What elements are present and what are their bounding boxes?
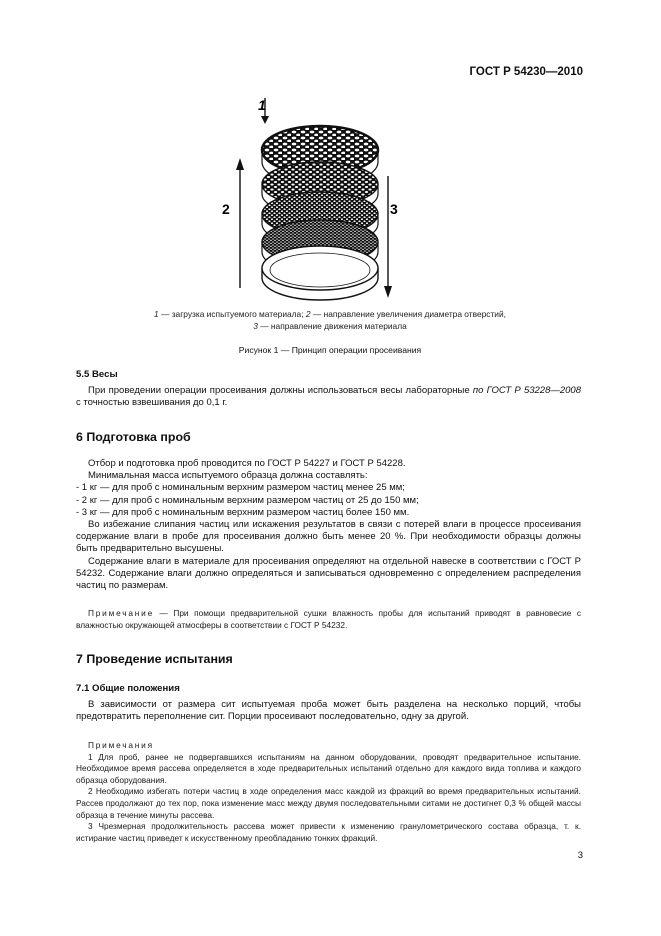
- legend-text: — направление движения материала: [257, 321, 407, 331]
- material-flow-arrow: [384, 176, 392, 298]
- section-7-heading: 7 Проведение испытания: [76, 652, 233, 666]
- section-6-note: [76, 608, 581, 631]
- section-6-heading: 6 Подготовка проб: [76, 430, 191, 444]
- list-item: - 1 кг — для проб с номинальным верхним размером частиц менее 25 мм;: [76, 482, 405, 494]
- figure-legend-line-2: [70, 320, 590, 332]
- page-number: 3: [577, 850, 583, 861]
- arrow-label-2: 2: [222, 201, 230, 217]
- figure-caption: Рисунок 1 — Принцип операции просеивания: [238, 345, 422, 355]
- note-text: — При помощи предварительной сушки влажность пробы для испытаний приводят в равновесие с влажностью окружающей атмосферы в соответствии с ГОСТ Р 54232.: [76, 608, 581, 630]
- legend-number: 1: [154, 309, 159, 319]
- arrow-label-3: 3: [390, 201, 398, 217]
- text: При проведении операции просеивания должны использоваться весы лабораторные: [88, 385, 473, 396]
- section-5-5-paragraph: [76, 385, 581, 409]
- diameter-increase-arrow: [236, 158, 244, 288]
- section-5-5-heading: 5.5 Весы: [76, 369, 118, 380]
- section-7-1-notes: [76, 740, 581, 844]
- note-label: Примечание: [88, 608, 155, 618]
- paragraph: Во избежание слипания частиц или искажения результатов в связи с потерей влаги в процессе просеивания содержание влаги в пробе для просеивания должно быть менее 20 %. При необходимости образцы должны быть предварительно высушены.: [76, 519, 581, 555]
- text: с точностью взвешивания до 0,1 г.: [76, 397, 228, 409]
- paragraph: Отбор и подготовка проб проводится по ГОСТ Р 54227 и ГОСТ Р 54228.: [88, 458, 406, 469]
- note-1: 1 Для проб, ранее не подвергавшихся испытаниям на данном оборудовании, проводят предварительное испытание. Необходимое время рассева определяется в ходе предварительных испытаний отдельно для каждого вида топлива и каждого образца оборудования.: [76, 751, 581, 785]
- section-7-1-paragraph: [76, 699, 581, 723]
- sieve-pan: [262, 246, 378, 300]
- note-2: 2 Необходимо избегать потери частиц в ходе определения масс каждой из фракций во время предварительных испытаний. Рассев продолжают до тех пор, пока изменение масс между двумя последовательными ситами не достигнет 0,3 % общей массы образца в течение минуты рассева.: [76, 786, 581, 820]
- legend-text: — направление увеличения диаметра отверстий,: [310, 309, 506, 319]
- paragraph: Минимальная масса испытуемого образца должна составлять:: [88, 470, 368, 482]
- legend-number: 2: [305, 309, 311, 319]
- legend-text: — загрузка испытуемого материала;: [158, 309, 306, 319]
- arrow-label-1: 1: [258, 97, 266, 113]
- legend-number: 3: [253, 321, 258, 331]
- sieve-stack-figure: [222, 88, 418, 308]
- notes-label: Примечания: [88, 740, 154, 750]
- section-6-list: [76, 458, 581, 592]
- list-item: - 3 кг — для проб с номинальным верхним размером частиц более 150 мм.: [76, 506, 410, 518]
- figure-legend-line-1: [70, 308, 590, 320]
- list-item: - 2 кг — для проб с номинальным верхним размером частиц от 25 до 150 мм;: [76, 494, 419, 506]
- paragraph: Содержание влаги в материале для просеивания определяют на отдельной навеске в соответствии с ГОСТ Р 54232. Содержание влаги должно определяться и записываться одновременно с определением распределения частиц по размерам.: [76, 555, 581, 592]
- note-3: 3 Чрезмерная продолжительность рассева может привести к изменению гранулометрического состава образца, т. к. истирание частиц приведет к искусственному преобладанию тонких фракций.: [76, 821, 581, 843]
- document-code: ГОСТ Р 54230—2010: [469, 66, 583, 78]
- standard-reference: ГОСТ Р 53228—2008: [486, 385, 582, 396]
- paragraph: В зависимости от размера сит испытуемая проба может быть разделена на несколько порций, чтобы предотвратить переполнение сит. Порции просеивают последовательно, одну за другой.: [76, 699, 581, 723]
- text: по: [472, 385, 484, 396]
- section-7-1-heading: 7.1 Общие положения: [76, 683, 180, 694]
